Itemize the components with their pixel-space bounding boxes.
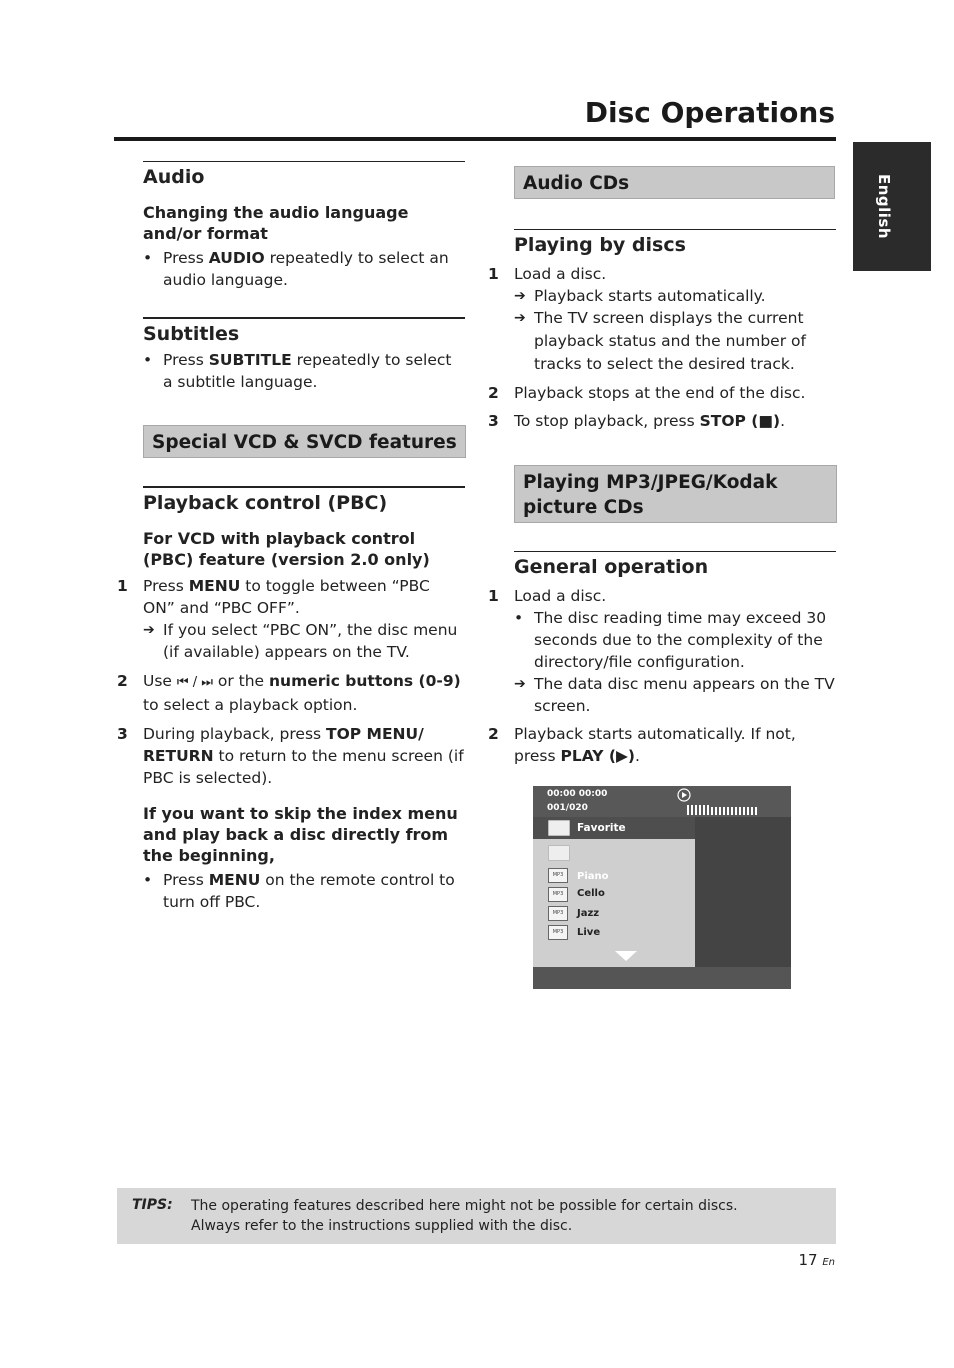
skip-buttons-icon: ⏮ / ⏭ xyxy=(176,675,213,690)
data-disc-menu-screenshot xyxy=(533,786,791,989)
language-tab-label: English xyxy=(875,174,893,240)
current-folder-bar xyxy=(533,817,695,839)
mp3-step-2: 2 Playback starts automatically. If not, press PLAY (▶). xyxy=(488,725,796,765)
mp3-file-icon: MP3 xyxy=(548,868,568,883)
mp3-section-header: Playing MP3/JPEG/Kodak picture CDs xyxy=(514,465,837,523)
screen-track: 001/020 xyxy=(547,803,588,813)
tips-box xyxy=(117,1188,836,1244)
pbc-skip-subheading: If you want to skip the index menu and play back a disc directly from the beginning, xyxy=(143,804,458,865)
disc-step-3: 3 To stop playback, press STOP (■). xyxy=(488,412,786,430)
playing-by-discs-section xyxy=(488,229,836,432)
current-folder-label: Favorite xyxy=(577,822,626,834)
general-operation-heading: General operation xyxy=(514,551,836,580)
tips-text: The operating features described here might not be possible for certain discs. Always refer to the instructions supplied with the disc. xyxy=(191,1198,738,1234)
screen-bottom-bar xyxy=(533,967,791,989)
screen-time: 00:00 00:00 xyxy=(547,789,608,799)
subtitles-section xyxy=(143,317,465,393)
audio-bullet: • Press AUDIO repeatedly to select an audio language. xyxy=(143,249,449,289)
parent-folder-icon xyxy=(548,845,570,861)
subtitles-heading: Subtitles xyxy=(143,317,465,347)
pbc-step-2: 2 Use ⏮ / ⏭ or the numeric buttons (0-9) to select a playback option. xyxy=(117,672,461,714)
page-title: Disc Operations xyxy=(584,96,835,129)
pbc-section xyxy=(117,486,465,913)
disc-step-1-result-1: ➔ Playback starts automatically. xyxy=(514,285,836,307)
audio-heading: Audio xyxy=(143,161,465,190)
pbc-step-3: 3 During playback, press TOP MENU/ RETURN to return to the menu screen (if PBC is selected). xyxy=(117,725,464,787)
audio-subheading: Changing the audio language and/or format xyxy=(143,203,409,243)
audio-cds-section-header: Audio CDs xyxy=(514,166,835,199)
disc-step-1-result-2: ➔ The TV screen displays the current playback status and the number of tracks to select the desired track. xyxy=(514,307,836,376)
file-list xyxy=(533,839,695,967)
mp3-step-1: 1 Load a disc. • The disc reading time may exceed 30 seconds due to the complexity of the directory/file configuration. ➔ The data disc menu appears on the TV screen. xyxy=(514,585,836,717)
level-bars-icon xyxy=(687,804,759,816)
folder-icon xyxy=(548,820,570,836)
pbc-step-1-result: ➔ If you select “PBC ON”, the disc menu (if available) appears on the TV. xyxy=(143,619,465,663)
file-item: Cello xyxy=(577,888,605,899)
file-item: Jazz xyxy=(577,908,600,919)
bullet: • xyxy=(143,249,153,267)
file-item: Piano xyxy=(577,871,609,882)
mp3-file-icon: MP3 xyxy=(548,887,568,902)
pbc-subheading: For VCD with playback control (PBC) feature (version 2.0 only) xyxy=(143,529,430,569)
language-tab xyxy=(853,142,931,271)
screen-status-bar xyxy=(533,786,791,817)
play-icon xyxy=(677,788,691,802)
mp3-file-icon: MP3 xyxy=(548,906,568,921)
tips-label: TIPS: xyxy=(132,1197,173,1213)
general-operation-section xyxy=(488,551,836,767)
disc-step-2: 2 Playback stops at the end of the disc. xyxy=(488,384,806,402)
playing-by-discs-heading: Playing by discs xyxy=(514,229,836,258)
page-number: 17 En xyxy=(798,1251,835,1269)
pbc-heading: Playback control (PBC) xyxy=(143,486,465,516)
file-item: Live xyxy=(577,927,601,938)
disc-step-1: 1 Load a disc. ➔ Playback starts automatically. ➔ The TV screen displays the current playback status and the number of tracks to select the desired track. xyxy=(514,263,836,376)
mp3-file-icon: MP3 xyxy=(548,925,568,940)
title-rule xyxy=(114,137,836,141)
audio-section xyxy=(143,161,465,291)
vcd-section-header: Special VCD & SVCD features xyxy=(143,425,466,458)
mp3-step-1-bullet: • The disc reading time may exceed 30 seconds due to the complexity of the directory/file configuration. xyxy=(514,609,827,671)
subtitles-bullet: • Press SUBTITLE repeatedly to select a subtitle language. xyxy=(143,351,452,391)
pbc-bullet: • Press MENU on the remote control to turn off PBC. xyxy=(143,871,455,911)
pbc-step-1: 1 Press MENU to toggle between “PBC ON” and “PBC OFF”. ➔ If you select “PBC ON”, the disc menu (if available) appears on the TV. xyxy=(143,575,465,663)
mp3-step-1-result: ➔ The data disc menu appears on the TV screen. xyxy=(514,673,836,717)
scroll-down-icon xyxy=(615,951,637,962)
